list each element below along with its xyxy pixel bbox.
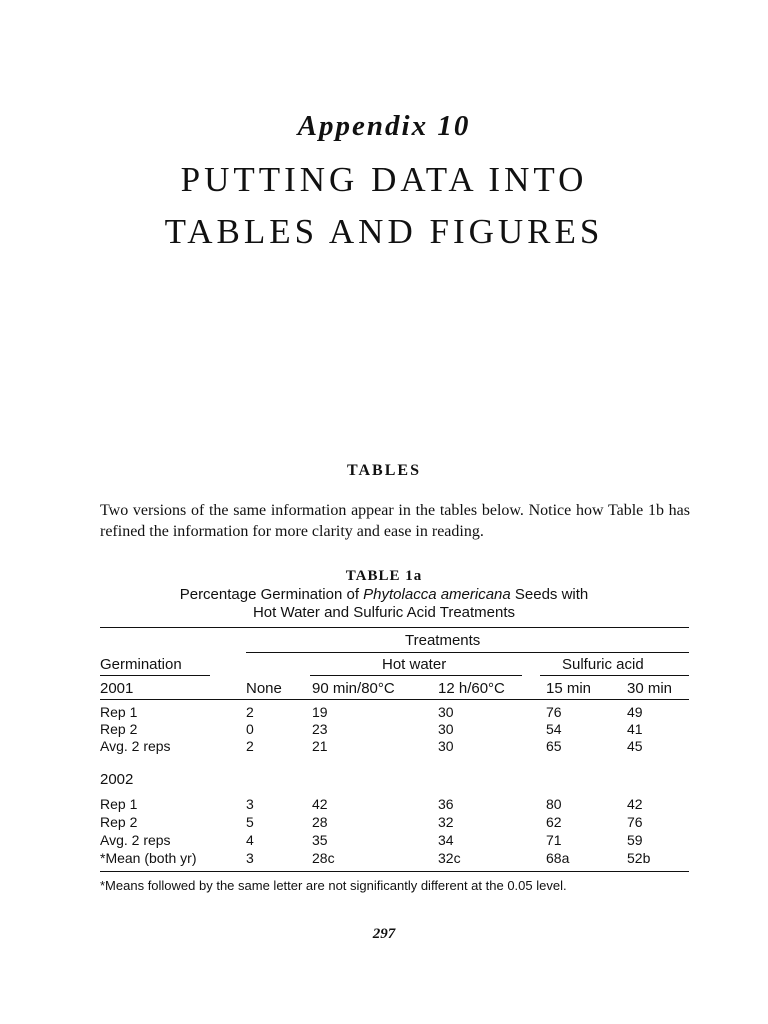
- cell-none: 4: [246, 832, 254, 848]
- row-label: Avg. 2 reps: [100, 738, 171, 754]
- cell-hw90: 23: [312, 721, 328, 737]
- cell-sa30: 59: [627, 832, 643, 848]
- header-year-2001: 2001: [100, 680, 134, 697]
- cell-hw12: 30: [438, 704, 454, 720]
- row-label: Rep 1: [100, 796, 138, 812]
- header-germination: Germination: [100, 656, 182, 673]
- sulfuric-acid-rule: [540, 675, 689, 676]
- caption-prefix: Percentage Germination of: [179, 586, 364, 603]
- row-label: Avg. 2 reps: [100, 832, 171, 848]
- cell-hw90: 28c: [312, 850, 335, 866]
- header-sulfuric-acid: Sulfuric acid: [562, 656, 644, 673]
- header-sa-15: 15 min: [546, 680, 592, 697]
- row-label: *Mean (both yr): [100, 850, 197, 866]
- row-label: Rep 2: [100, 814, 138, 830]
- chapter-title-line-2: TABLES AND FIGURES: [164, 212, 604, 251]
- cell-none: 3: [246, 850, 254, 866]
- cell-hw12: 32c: [438, 850, 461, 866]
- cell-sa15: 54: [546, 721, 562, 737]
- header-hw-12: 12 h/60°C: [438, 680, 505, 697]
- cell-hw12: 34: [438, 832, 454, 848]
- germination-rule: [100, 675, 210, 676]
- header-hw-90: 90 min/80°C: [312, 680, 395, 697]
- cell-hw90: 21: [312, 738, 328, 754]
- row-label: Rep 2: [100, 721, 138, 737]
- intro-paragraph: Two versions of the same information appear in the tables below. Notice how Table 1b has refined the information for more clarity and ease in reading.: [100, 502, 690, 540]
- section-heading: TABLES: [347, 462, 421, 479]
- page-number: 297: [372, 926, 396, 942]
- cell-hw90: 28: [312, 814, 328, 830]
- table-footnote: *Means followed by the same letter are not significantly different at the 0.05 level.: [100, 878, 567, 893]
- treatments-rule: [246, 652, 689, 653]
- cell-sa15: 80: [546, 796, 562, 812]
- table-bottom-rule: [100, 871, 689, 872]
- chapter-title-line-1: PUTTING DATA INTO: [180, 160, 588, 199]
- cell-sa15: 62: [546, 814, 562, 830]
- caption-line-1: [0, 586, 768, 604]
- header-hot-water: Hot water: [382, 656, 447, 673]
- header-bottom-rule: [100, 699, 689, 700]
- cell-none: 2: [246, 704, 254, 720]
- cell-none: 0: [246, 721, 254, 737]
- appendix-title: Appendix 10: [297, 110, 471, 142]
- caption-species: Phytolacca americana: [363, 586, 511, 603]
- cell-hw90: 19: [312, 704, 328, 720]
- cell-sa15: 68a: [546, 850, 570, 866]
- header-sa-30: 30 min: [627, 680, 673, 697]
- header-treatments: Treatments: [405, 632, 481, 649]
- cell-sa30: 52b: [627, 850, 651, 866]
- cell-sa30: 41: [627, 721, 643, 737]
- table-label: TABLE 1a: [345, 568, 423, 584]
- cell-hw12: 30: [438, 721, 454, 737]
- cell-sa30: 45: [627, 738, 643, 754]
- cell-hw90: 35: [312, 832, 328, 848]
- row-label: Rep 1: [100, 704, 138, 720]
- cell-none: 2: [246, 738, 254, 754]
- caption-suffix: Seeds with: [510, 586, 589, 603]
- cell-hw12: 36: [438, 796, 454, 812]
- table-top-rule: [100, 627, 689, 628]
- cell-sa15: 76: [546, 704, 562, 720]
- header-none: None: [246, 680, 282, 697]
- cell-hw12: 32: [438, 814, 454, 830]
- hot-water-rule: [310, 675, 522, 676]
- cell-sa30: 49: [627, 704, 643, 720]
- caption-line-2: Hot Water and Sulfuric Acid Treatments: [252, 604, 516, 621]
- cell-sa15: 65: [546, 738, 562, 754]
- table-caption: [0, 586, 768, 622]
- cell-hw90: 42: [312, 796, 328, 812]
- cell-sa15: 71: [546, 832, 562, 848]
- cell-sa30: 76: [627, 814, 643, 830]
- year-2002-heading: 2002: [100, 771, 134, 788]
- cell-none: 5: [246, 814, 254, 830]
- cell-sa30: 42: [627, 796, 643, 812]
- cell-hw12: 30: [438, 738, 454, 754]
- cell-none: 3: [246, 796, 254, 812]
